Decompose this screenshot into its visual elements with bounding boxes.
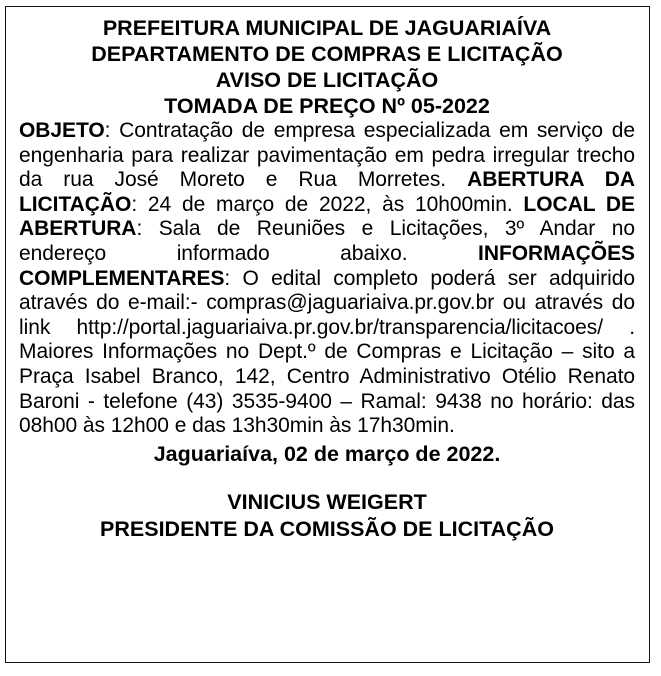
info-label: INFORMAÇÕES COMPLEMENTARES (19, 241, 635, 290)
abertura-text: : 24 de março de 2022, às 10h00min. (131, 192, 524, 216)
signatory-title: PRESIDENTE DA COMISSÃO DE LICITAÇÃO (100, 516, 554, 541)
place-date: Jaguariaíva, 02 de março de 2022. (153, 441, 501, 466)
notice-type-title: AVISO DE LICITAÇÃO (215, 68, 439, 92)
signature-block (19, 489, 635, 543)
objeto-text: : Contratação de empresa especializada em serviço de engenharia para realizar pavimentação em pedra irregular trecho da rua José Moreto e Rua Morretes. (19, 119, 635, 192)
notice-body (19, 119, 635, 439)
info-text: : O edital completo poderá ser adquirido através do e-mail:- compras@jaguariaiva.pr.gov.br ou através do link http://portal.jaguariaiva.pr.gov.br/transparencia/licitacoes/ . Maiores Informações no Dept.º de Compras e Licitação – sito a Praça Isabel Branco, 142, Centro Administrativo Otélio Renato Baroni - telefone (43) 3535-9400 – Ramal: 9438 no horário: das 08h00 às 12h00 e das 13h30min às 17h30min. (19, 266, 635, 438)
municipality-title: PREFEITURA MUNICIPAL DE JAGUARIAÍVA (102, 16, 552, 40)
department-title: DEPARTAMENTO DE COMPRAS E LICITAÇÃO (91, 42, 563, 66)
notice-box (5, 6, 650, 663)
local-label: LOCAL DE ABERTURA (19, 192, 635, 241)
abertura-label: ABERTURA DA LICITAÇÃO (19, 168, 635, 216)
notice-header (19, 15, 635, 119)
tender-number-title: TOMADA DE PREÇO Nº 05-2022 (164, 94, 490, 118)
objeto-label: OBJETO (19, 119, 105, 142)
signatory-name: VINICIUS WEIGERT (227, 489, 427, 514)
local-text: : Sala de Reuniões e Licitações, 3º Andar no endereço informado abaixo. (19, 217, 635, 265)
